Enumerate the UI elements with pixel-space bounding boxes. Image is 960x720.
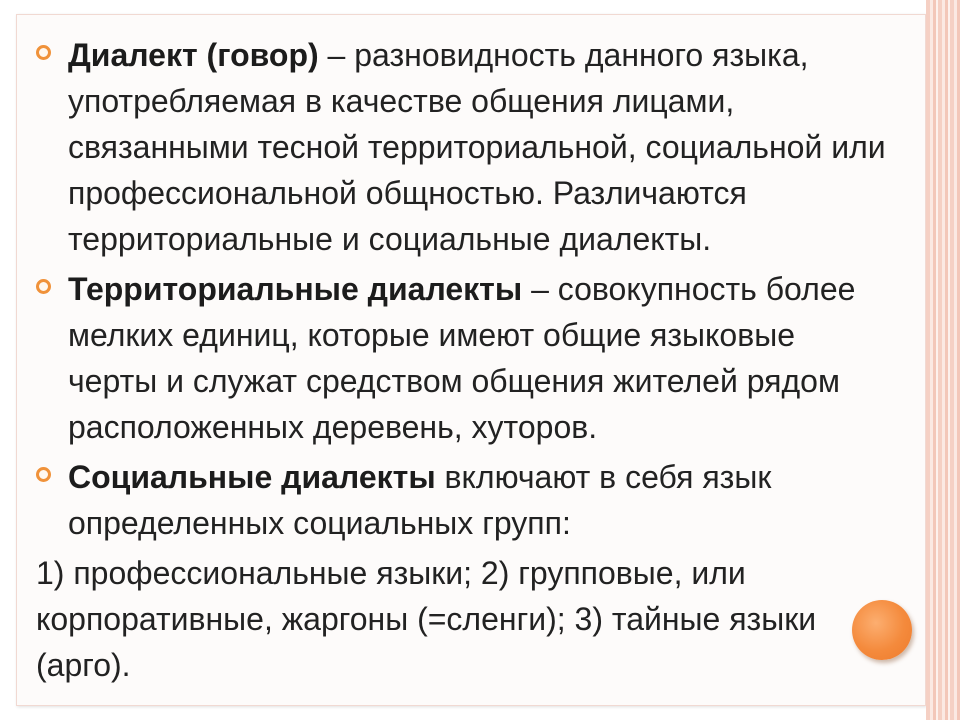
paragraph-territorial bbox=[36, 266, 892, 450]
paragraph-dialect bbox=[36, 32, 892, 262]
term-dialect: Диалект (говор) bbox=[68, 37, 319, 73]
term-social: Социальные диалекты bbox=[68, 459, 436, 495]
paragraph-social bbox=[36, 454, 892, 546]
definition-dialect: – разновидность данного языка, употребляемая в качестве общения лицами, связанными тесной территориальной, социальной или профессиональной общностью. Различаются территориальные и социальные диалекты. bbox=[68, 37, 886, 257]
bullet-circle-icon bbox=[36, 279, 51, 294]
orange-circle-icon bbox=[852, 600, 912, 660]
definition-social: включают в себя язык определенных социальных групп: bbox=[68, 459, 772, 541]
social-dialect-types-list: 1) профессиональные языки; 2) групповые, или корпоративные, жаргоны (=сленги); 3) тайные языки (арго). bbox=[36, 555, 817, 683]
slide-content bbox=[36, 32, 892, 692]
bullet-circle-icon bbox=[36, 467, 51, 482]
decorative-stripes bbox=[926, 0, 960, 720]
definition-territorial: – совокупность более мелких единиц, которые имеют общие языковые черты и служат средством общения жителей рядом расположенных деревень, хуторов. bbox=[68, 271, 856, 445]
term-territorial: Территориальные диалекты bbox=[68, 271, 523, 307]
bullet-circle-icon bbox=[36, 45, 51, 60]
